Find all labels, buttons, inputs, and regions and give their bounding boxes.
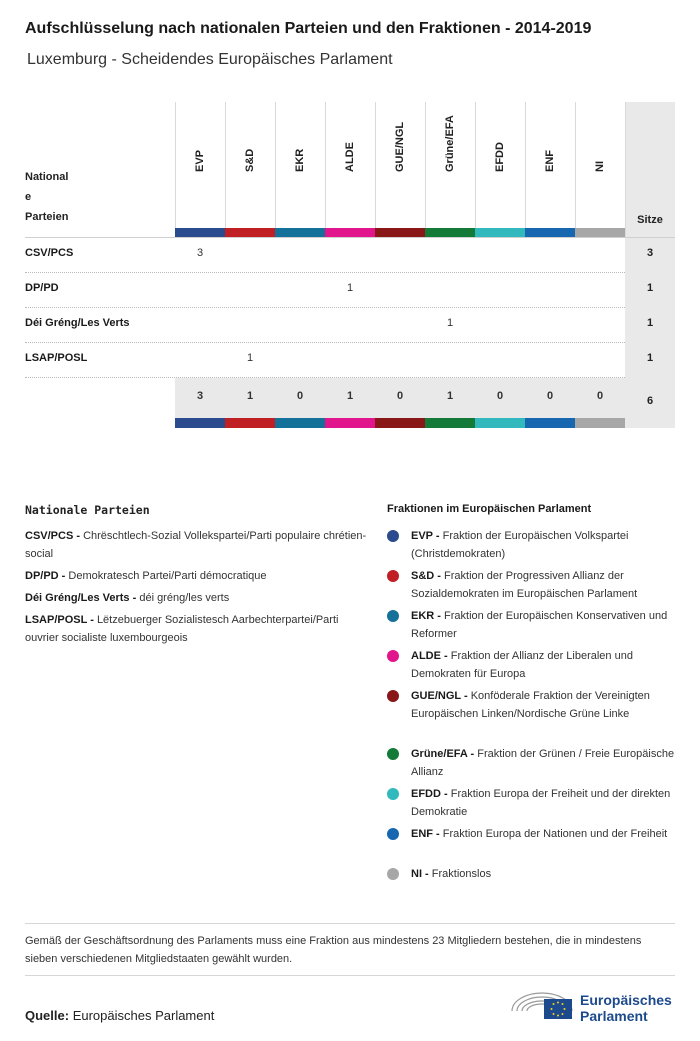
- national-legend-abbr: DP/PD -: [25, 570, 66, 582]
- group-legend-desc: Fraktion der Grünen / Freie Europäische Allianz: [411, 748, 675, 778]
- logo-text: Europäisches Parlament: [580, 992, 672, 1024]
- group-legend-abbr: ALDE -: [411, 650, 448, 662]
- total-seats: 6: [646, 395, 654, 407]
- column-header: EKR: [294, 148, 306, 172]
- group-legend-desc: Fraktion der Allianz der Liberalen und Demokraten für Europa: [411, 650, 633, 680]
- row-label: DP/PD: [25, 282, 59, 294]
- column-header: NI: [594, 161, 606, 172]
- group-legend-abbr: Grüne/EFA -: [411, 748, 475, 760]
- group-legend-abbr: ENF -: [411, 828, 440, 840]
- column-divider: [275, 102, 276, 238]
- national-legend-abbr: Déi Gréng/Les Verts -: [25, 592, 137, 604]
- group-legend-abbr: EFDD -: [411, 788, 448, 800]
- group-total: 0: [396, 390, 404, 402]
- group-color-bar: [525, 418, 575, 428]
- seats-column-bg: [625, 102, 675, 428]
- group-legend-desc: Fraktion der Europäischen Konservativen und Reformer: [411, 610, 668, 640]
- row-header-line: e: [25, 191, 32, 203]
- group-color-bar: [175, 418, 225, 428]
- group-legend-item: [411, 527, 676, 563]
- group-color-bar: [325, 418, 375, 428]
- row-divider: [25, 272, 625, 273]
- table-cell: 1: [446, 317, 454, 329]
- national-legend-desc: Demokratesch Partei/Parti démocratique: [68, 570, 267, 582]
- group-total: 3: [196, 390, 204, 402]
- group-legend-item: [411, 825, 676, 843]
- column-divider: [375, 102, 376, 238]
- row-label: CSV/PCS: [25, 247, 74, 259]
- national-legend-item: [25, 567, 370, 585]
- national-legend-abbr: LSAP/POSL -: [25, 614, 94, 626]
- group-legend-item: [411, 785, 676, 821]
- group-color-dot-icon: [387, 828, 399, 840]
- source-label: Quelle:: [25, 1008, 70, 1023]
- group-legend-abbr: EKR -: [411, 610, 441, 622]
- group-color-bar: [225, 418, 275, 428]
- national-legend-desc: déi gréng/les verts: [139, 592, 230, 604]
- national-legend-desc: Chrëschtlech-Sozial Vollekspartei/Parti populaire chrétien-social: [25, 530, 367, 560]
- national-legend-abbr: CSV/PCS -: [25, 530, 81, 542]
- table-cell: 3: [196, 247, 204, 259]
- row-divider: [25, 377, 625, 378]
- national-legend-item: [25, 527, 370, 563]
- column-divider: [175, 102, 176, 238]
- group-color-dot-icon: [387, 530, 399, 542]
- row-label: LSAP/POSL: [25, 352, 88, 364]
- seats-header: Sitze: [637, 214, 663, 226]
- row-header: [25, 167, 85, 227]
- row-seats: 1: [646, 282, 654, 294]
- footnote: Gemäß der Geschäftsordnung des Parlaments muss eine Fraktion aus mindestens 23 Mitgliedern bestehen, die in mindestens sieben verschiedenen Mitgliedstaaten gewählt wurden.: [25, 935, 642, 965]
- group-legend-item: [411, 865, 676, 883]
- table-cell: 1: [246, 352, 254, 364]
- row-label: Déi Gréng/Les Verts: [25, 317, 130, 329]
- group-total: 1: [246, 390, 254, 402]
- row-seats: 1: [646, 352, 654, 364]
- group-color-dot-icon: [387, 690, 399, 702]
- row-divider: [25, 307, 625, 308]
- row-header-line: Parteien: [25, 211, 69, 223]
- group-color-dot-icon: [387, 788, 399, 800]
- group-legend-item: [411, 567, 676, 603]
- group-legend-item: [411, 687, 676, 723]
- group-legend-abbr: NI -: [411, 868, 429, 880]
- group-legend-abbr: GUE/NGL -: [411, 690, 468, 702]
- groups-legend-title: Fraktionen im Europäischen Parlament: [387, 503, 592, 515]
- divider: [25, 923, 675, 924]
- column-divider: [425, 102, 426, 238]
- national-legend-item: [25, 611, 370, 647]
- page-title: Aufschlüsselung nach nationalen Parteien und den Fraktionen - 2014-2019: [25, 20, 592, 37]
- group-legend-desc: Fraktion Europa der Nationen und der Freiheit: [442, 828, 668, 840]
- group-legend-desc: Konföderale Fraktion der Vereinigten Europäischen Linken/Nordische Grüne Linke: [411, 690, 650, 720]
- row-seats: 1: [646, 317, 654, 329]
- row-seats: 3: [646, 247, 654, 259]
- group-total: 1: [446, 390, 454, 402]
- group-legend-desc: Fraktion der Europäischen Volkspartei (Christdemokraten): [411, 530, 629, 560]
- row-divider: [25, 342, 625, 343]
- group-legend-desc: Fraktion der Progressiven Allianz der Sozialdemokraten im Europäischen Parlament: [411, 570, 638, 600]
- header-rule: [25, 237, 675, 238]
- group-legend-desc: Fraktion Europa der Freiheit und der direkten Demokratie: [411, 788, 671, 818]
- group-legend-item: [411, 647, 676, 683]
- column-divider: [575, 102, 576, 238]
- group-total: 0: [596, 390, 604, 402]
- group-color-dot-icon: [387, 748, 399, 760]
- group-color-bar: [275, 418, 325, 428]
- column-header: Grüne/EFA: [444, 115, 456, 172]
- group-total: 0: [496, 390, 504, 402]
- column-divider: [475, 102, 476, 238]
- row-header-line: National: [25, 171, 69, 183]
- group-legend-desc: Fraktionslos: [431, 868, 492, 880]
- column-divider: [225, 102, 226, 238]
- page-subtitle: Luxemburg - Scheidendes Europäisches Parlament: [27, 51, 393, 68]
- column-header: EVP: [194, 149, 206, 172]
- divider: [25, 975, 675, 976]
- group-total: 1: [346, 390, 354, 402]
- column-divider: [325, 102, 326, 238]
- group-color-dot-icon: [387, 570, 399, 582]
- national-legend-desc: Lëtzebuerger Sozialistesch Aarbechterpartei/Parti ouvrier socialiste luxembourgeois: [25, 614, 339, 644]
- group-color-dot-icon: [387, 868, 399, 880]
- column-divider: [525, 102, 526, 238]
- group-legend-item: [411, 745, 676, 781]
- column-header: ALDE: [344, 142, 356, 172]
- national-legend-item: [25, 589, 370, 607]
- group-legend-abbr: EVP -: [411, 530, 440, 542]
- group-color-dot-icon: [387, 610, 399, 622]
- table-cell: 1: [346, 282, 354, 294]
- column-header: GUE/NGL: [394, 121, 406, 172]
- column-header: EFDD: [494, 142, 506, 172]
- column-header: S&D: [244, 148, 256, 172]
- group-color-dot-icon: [387, 650, 399, 662]
- group-total: 0: [546, 390, 554, 402]
- group-color-bar: [575, 418, 625, 428]
- group-total: 0: [296, 390, 304, 402]
- national-legend-title: Nationale Parteien: [25, 503, 150, 517]
- group-color-bar: [375, 418, 425, 428]
- group-legend-item: [411, 607, 676, 643]
- group-legend-abbr: S&D -: [411, 570, 441, 582]
- group-color-bar: [475, 418, 525, 428]
- source-line: [25, 1008, 214, 1023]
- column-header: ENF: [544, 150, 556, 172]
- source-value: Europäisches Parlament: [72, 1008, 215, 1023]
- group-color-bar: [425, 418, 475, 428]
